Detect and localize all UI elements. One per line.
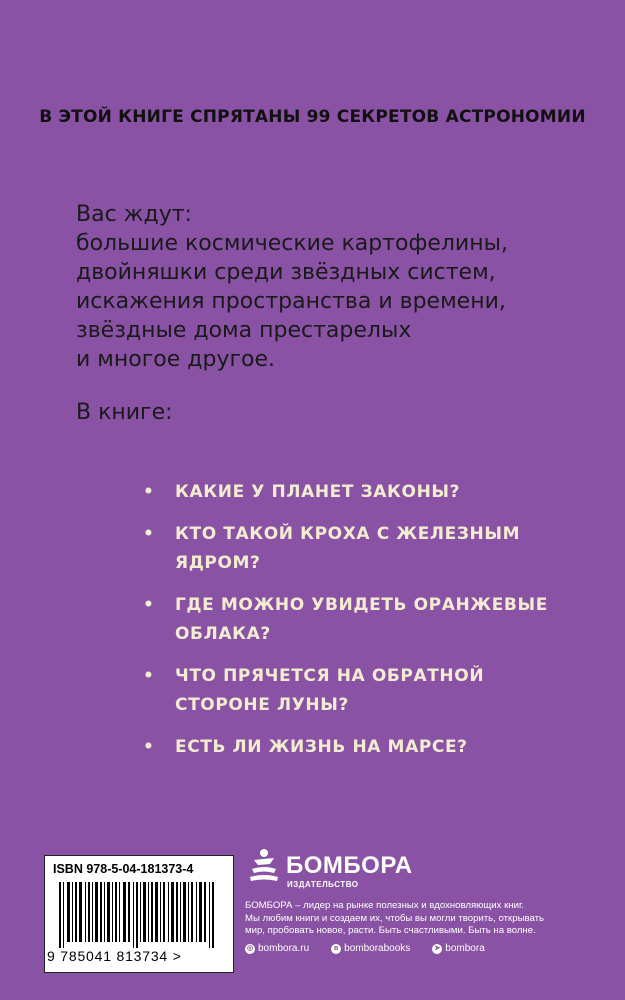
publisher-description [245, 900, 600, 938]
question-line: ГДЕ МОЖНО УВИДЕТЬ ОРАНЖЕВЫЕ [175, 595, 548, 615]
publisher-name: БОМБОРА [286, 852, 413, 879]
bullet-icon: • [143, 595, 155, 615]
question-line: КТО ТАКОЙ КРОХА С ЖЕЛЕЗНЫМ [175, 524, 521, 544]
intro-line: двойняшки среди звёздных систем, [76, 260, 496, 285]
vk-icon: в [331, 944, 341, 954]
barcode-digits: 9 785041 813734 > [47, 948, 182, 964]
social-link-web[interactable] [245, 943, 309, 954]
question-item [143, 591, 583, 649]
question-item [143, 520, 583, 578]
publisher-line: БОМБОРА – лидер на рынке полезных и вдохновляющих книг. [245, 900, 524, 911]
isbn-label: ISBN 978-5-04-181373-4 [53, 862, 194, 876]
intro-line: искажения пространства и времени, [76, 289, 506, 314]
social-label: bomborabooks [344, 943, 411, 954]
intro-line: и многое другое. [76, 347, 276, 372]
question-item [143, 478, 583, 507]
barcode-icon [59, 882, 223, 948]
intro-line: Вас ждут: [76, 202, 192, 227]
bullet-icon: • [143, 524, 155, 544]
intro-line: звёздные дома престарелых [76, 318, 412, 343]
bullet-icon: • [143, 482, 155, 502]
bombora-logo-icon [244, 846, 284, 886]
telegram-icon: ➤ [432, 944, 442, 954]
headline: В ЭТОЙ КНИГЕ СПРЯТАНЫ 99 СЕКРЕТОВ АСТРОНОМИИ [39, 107, 586, 127]
barcode-box [44, 855, 234, 973]
question-list [143, 478, 583, 775]
question-line: ОБЛАКА? [175, 624, 271, 644]
social-label: bombora [445, 943, 485, 954]
question-item [143, 662, 583, 720]
question-line: КАКИЕ У ПЛАНЕТ ЗАКОНЫ? [175, 482, 461, 502]
question-line: ЕСТЬ ЛИ ЖИЗНЬ НА МАРСЕ? [175, 737, 468, 757]
intro-text [76, 200, 596, 374]
social-label: bombora.ru [258, 943, 310, 954]
social-link-vk[interactable] [331, 943, 410, 954]
question-line: ЧТО ПРЯЧЕТСЯ НА ОБРАТНОЙ [175, 666, 485, 686]
web-icon: ◎ [246, 944, 254, 952]
social-links [245, 943, 507, 954]
intro-line: большие космические картофелины, [76, 231, 508, 256]
in-book-label: В книге: [76, 400, 173, 425]
social-link-telegram[interactable] [432, 943, 484, 954]
bullet-icon: • [143, 666, 155, 686]
question-line: ЯДРОМ? [175, 553, 261, 573]
publisher-line: мир, пробовать новое, расти. Быть счастливыми. Быть на волне. [245, 925, 536, 936]
bullet-icon: • [143, 737, 155, 757]
question-line: СТОРОНЕ ЛУНЫ? [175, 695, 349, 715]
publisher-line: Мы любим книги и создаем их, чтобы вы могли творить, открывать [245, 912, 544, 924]
publisher-subtitle: ИЗДАТЕЛЬСТВО [287, 880, 359, 889]
question-item [143, 733, 583, 762]
